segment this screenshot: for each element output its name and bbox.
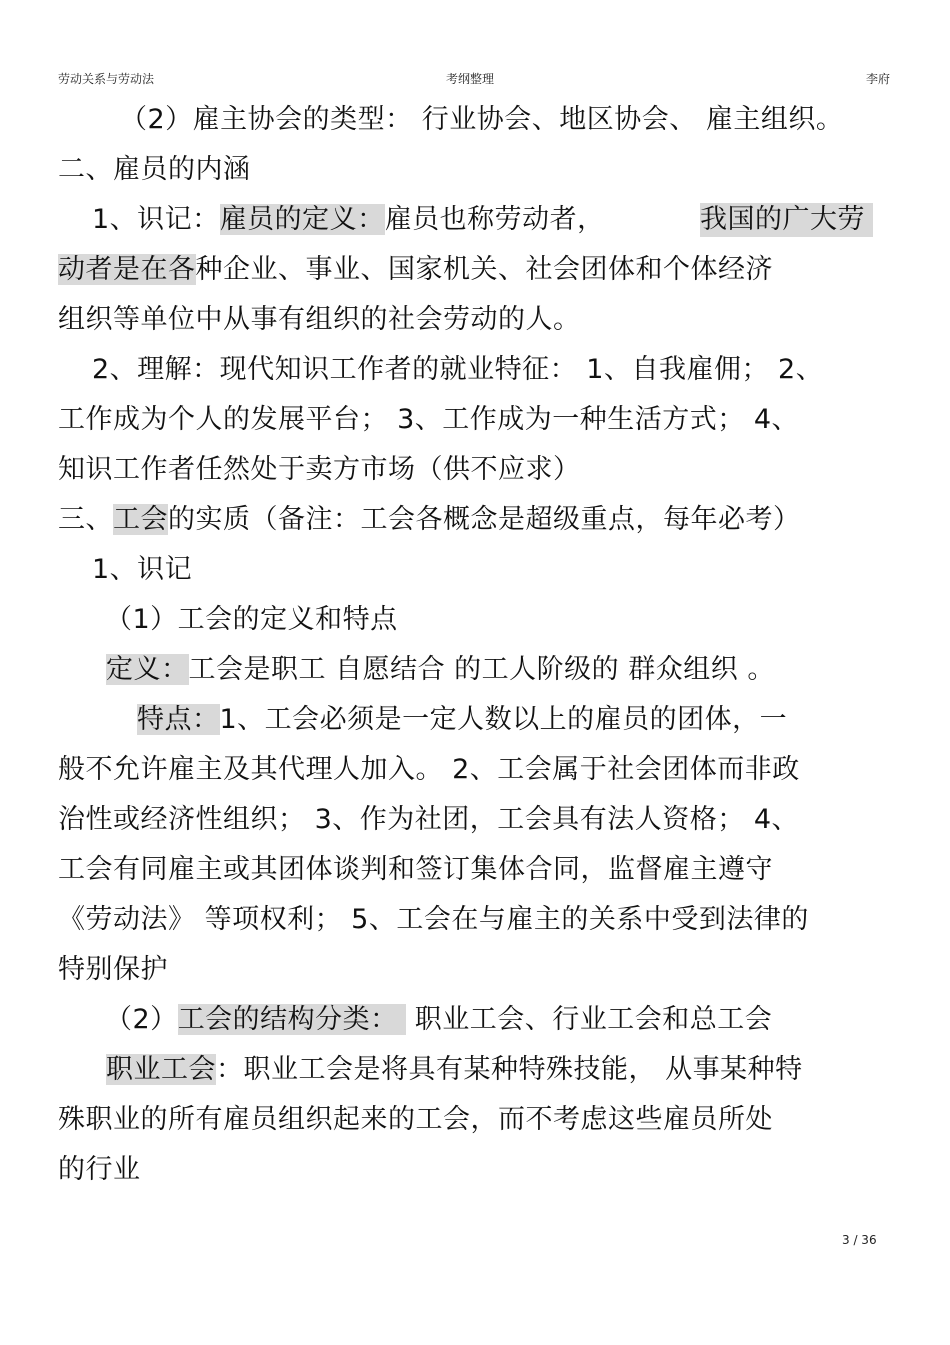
text-line-12	[106, 653, 775, 687]
text-line-22: 的行业	[58, 1154, 141, 1185]
text-segment: 组织等单位中从事有组织的社会劳动的人。	[58, 304, 581, 335]
highlighted-term: 工会的结构分类：	[178, 1004, 406, 1035]
header-center: 考纲整理	[446, 72, 495, 86]
highlighted-term: 工会	[113, 504, 168, 535]
highlighted-term: 特点：	[137, 704, 220, 735]
text-line-16: 工会有同雇主或其团体谈判和签订集体合同，监督雇主遵守	[58, 854, 773, 885]
highlighted-text	[58, 303, 664, 337]
text-line-17: 《劳动法》 等项权利； 5、工会在与雇主的关系中受到法律的	[58, 904, 809, 935]
text-line-20	[106, 1053, 803, 1087]
text-segment: 职业工会、行业工会和总工会	[405, 1004, 773, 1035]
header-right: 李府	[866, 72, 891, 86]
text-segment: 的实质（备注：工会各概念是超级重点，每年必考）	[168, 504, 801, 535]
highlighted-term: 雇员的定义：	[219, 204, 385, 235]
text-line-6: 2、理解：现代知识工作者的就业特征： 1、自我雇佣； 2、	[92, 354, 824, 385]
section-heading-3	[58, 503, 801, 537]
section-heading-2: 二、雇员的内涵	[58, 154, 251, 185]
text-segment: 工会是职工 自愿结合 的工人阶级的 群众组织 。	[188, 654, 775, 685]
text-line-7: 工作成为个人的发展平台； 3、工作成为一种生活方式； 4、	[58, 404, 800, 435]
text-line-11: （1）工会的定义和特点	[105, 604, 398, 635]
text-line-1: （2）雇主协会的类型： 行业协会、地区协会、 雇主组织。	[120, 104, 844, 135]
text-segment: 1、工会必须是一定人数以上的雇员的团体，一	[219, 704, 788, 735]
text-line-21: 殊职业的所有雇员组织起来的工会，而不考虑这些雇员所处	[58, 1104, 773, 1135]
page-number: 3 / 36	[842, 1233, 877, 1247]
text-line-15: 治性或经济性组织； 3、作为社团，工会具有法人资格； 4、	[58, 804, 800, 835]
text-line-13	[137, 703, 787, 737]
text-segment: 雇员也称劳动者，	[384, 204, 605, 235]
text-segment: 1、识记：	[92, 204, 220, 235]
text-line-3	[92, 203, 605, 237]
text-line-10: 1、识记	[92, 554, 193, 585]
highlighted-text: 我国的广大劳	[700, 203, 873, 237]
text-line-8: 知识工作者任然处于卖方市场（供不应求）	[58, 454, 581, 485]
highlighted-term: 职业工会	[106, 1054, 216, 1085]
text-segment: 种企业、事业、国家机关、社会团体和个体经济	[195, 254, 773, 285]
highlighted-text: 动者是在各	[58, 254, 196, 285]
header-left: 劳动关系与劳动法	[58, 72, 155, 86]
text-segment: 三、	[58, 504, 113, 535]
highlighted-term: 定义：	[106, 654, 189, 685]
text-line-14: 般不允许雇主及其代理人加入。 2、工会属于社会团体而非政	[58, 754, 800, 785]
text-line-19	[105, 1003, 772, 1037]
text-line-4	[58, 253, 773, 287]
text-segment: （2）	[105, 1004, 178, 1035]
text-segment: ：职业工会是将具有某种特殊技能， 从事某种特	[216, 1054, 803, 1085]
text-line-18: 特别保护	[58, 954, 168, 985]
